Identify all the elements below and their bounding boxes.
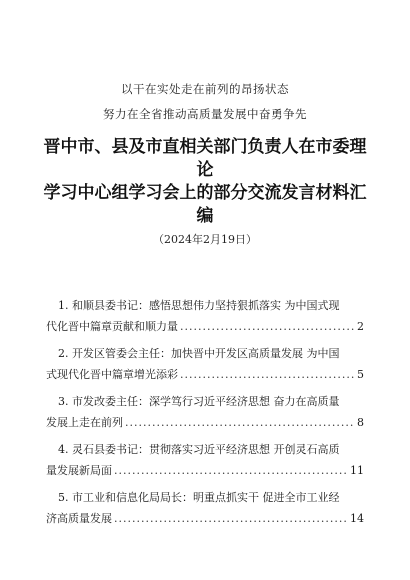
toc-item-2	[46, 343, 364, 385]
subtitle-1: 以干在实处走在前列的昂扬状态	[121, 82, 289, 96]
toc-item-title: 5. 市工业和信息化局局长：明重点抓实干 促进全市工业经	[58, 491, 340, 504]
toc-item-title-cont: 济高质量发展	[46, 512, 112, 525]
toc-item-title-cont: 式现代化晋中篇章增光添彩	[46, 368, 178, 381]
main-title	[36, 136, 374, 228]
toc-leader-dots	[180, 316, 355, 337]
toc-page-number: 2	[357, 320, 364, 333]
toc-item-3	[46, 391, 364, 433]
toc-item-4	[46, 439, 364, 481]
subtitle-2: 努力在全省推动高质量发展中奋勇争先	[103, 107, 307, 121]
toc-leader-dots	[125, 412, 355, 433]
toc-item-1	[46, 295, 364, 337]
main-title-line-2: 学习中心组学习会上的部分交流发言材料汇编	[43, 183, 367, 226]
toc-item-title-cont: 代化晋中篇章贡献和顺力量	[46, 320, 178, 333]
toc-leader-dots	[180, 364, 355, 385]
toc-page-number: 8	[357, 416, 364, 429]
toc-item-title: 4. 灵石县委书记：贯彻落实习近平经济思想 开创灵石高质	[58, 443, 340, 456]
toc-item-title: 1. 和顺县委书记：感悟思想伟力坚持狠抓落实 为中国式现	[58, 299, 340, 312]
toc-item-title-cont: 发展上走在前列	[46, 416, 123, 429]
toc-item-title-cont: 量发展新局面	[46, 464, 112, 477]
main-title-line-1: 晋中市、县及市直相关部门负责人在市委理论	[43, 137, 367, 180]
toc-page-number: 11	[350, 464, 364, 477]
table-of-contents	[46, 295, 364, 529]
toc-leader-dots	[114, 508, 348, 529]
document-date: （2024年2月19日）	[153, 233, 257, 246]
toc-page-number: 5	[357, 368, 364, 381]
toc-item-title: 2. 开发区管委会主任：加快晋中开发区高质量发展 为中国	[58, 347, 340, 360]
toc-leader-dots	[114, 460, 348, 481]
toc-item-title: 3. 市发改委主任：深学笃行习近平经济思想 奋力在高质量	[58, 395, 340, 408]
toc-item-5	[46, 487, 364, 529]
toc-page-number: 14	[350, 512, 364, 525]
